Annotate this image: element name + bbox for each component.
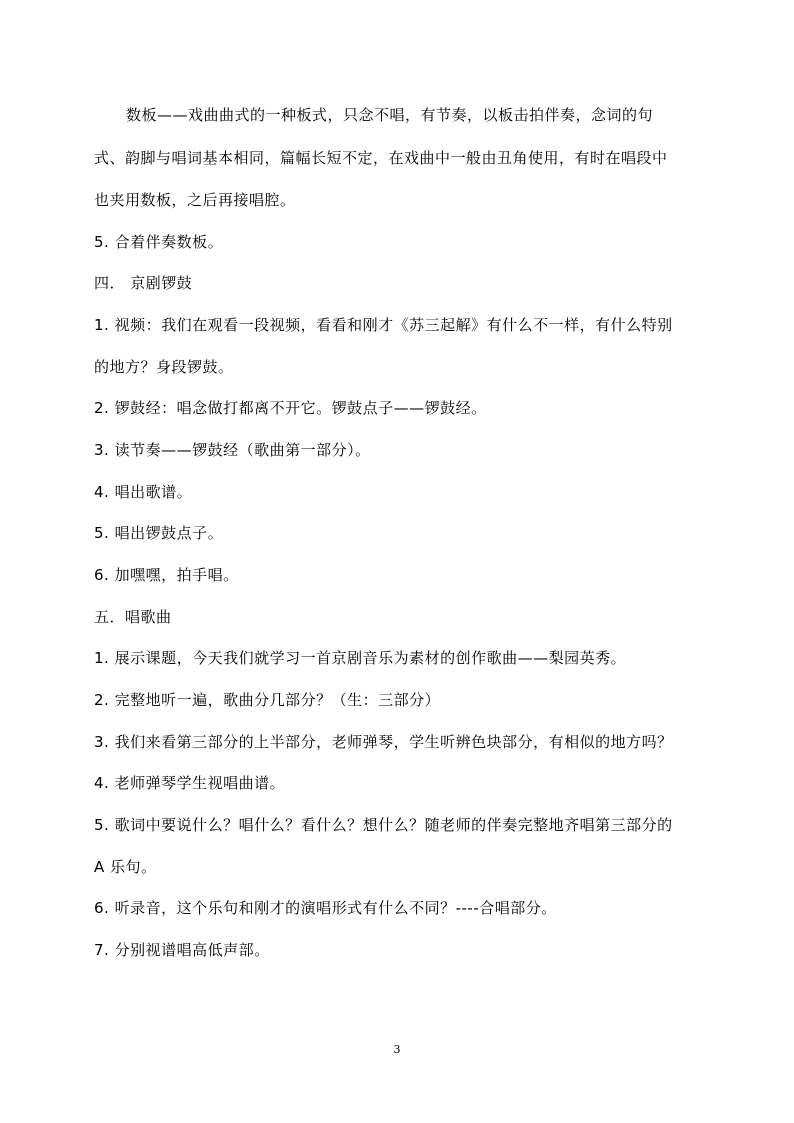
list-item-text: 3. 我们来看第三部分的上半部分，老师弹琴，学生听辨色块部分，有相似的地方吗？: [94, 733, 673, 751]
list-item-text: 6. 听录音，这个乐句和刚才的演唱形式有什么不同？----合唱部分。: [94, 899, 557, 917]
list-item-text: 2. 完整地听一遍，歌曲分几部分？（生：三部分）: [94, 691, 441, 709]
list-item-text: 1. 视频：我们在观看一段视频，看看和刚才《苏三起解》有什么不一样，有什么特别: [94, 316, 673, 334]
paragraph-shuban-line-2: 式、韵脚与唱词基本相同，篇幅长短不定，在戏曲中一般由丑角使用，有时在唱段中: [94, 149, 668, 167]
section-heading-jingju-luogu: 四． 京剧锣鼓: [94, 274, 193, 292]
list-item-text: 2. 锣鼓经：唱念做打都离不开它。锣鼓点子——锣鼓经。: [94, 399, 487, 417]
list-item-text: 7. 分别视谱唱高低声部。: [94, 941, 270, 959]
list-item-text: 5. 合着伴奏数板。: [94, 233, 224, 251]
list-item-text: 4. 唱出歌谱。: [94, 483, 193, 501]
list-item-text: 5. 唱出锣鼓点子。: [94, 524, 224, 542]
list-item-text: 1. 展示课题，今天我们就学习一首京剧音乐为素材的创作歌曲——梨园英秀。: [94, 649, 627, 667]
paragraph-shuban-line-1: 数板——戏曲曲式的一种板式，只念不唱，有节奏，以板击拍伴奏，念词的句: [126, 106, 654, 124]
list-item-continuation: 的地方？身段锣鼓。: [94, 358, 234, 376]
page-number: 3: [393, 1043, 401, 1056]
list-item-continuation: A 乐句。: [94, 858, 157, 876]
list-item-text: 6. 加嘿嘿，拍手唱。: [94, 566, 239, 584]
paragraph-shuban-line-3: 也夹用数板，之后再接唱腔。: [94, 191, 296, 209]
list-item-text: 3. 读节奏——锣鼓经（歌曲第一部分）。: [94, 441, 371, 459]
list-item-text: 5. 歌词中要说什么？唱什么？看什么？想什么？随老师的伴奏完整地齐唱第三部分的: [94, 816, 673, 834]
list-item-text: 4. 老师弹琴学生视唱曲谱。: [94, 774, 286, 792]
section-heading-chang-gequ: 五．唱歌曲: [94, 608, 172, 626]
